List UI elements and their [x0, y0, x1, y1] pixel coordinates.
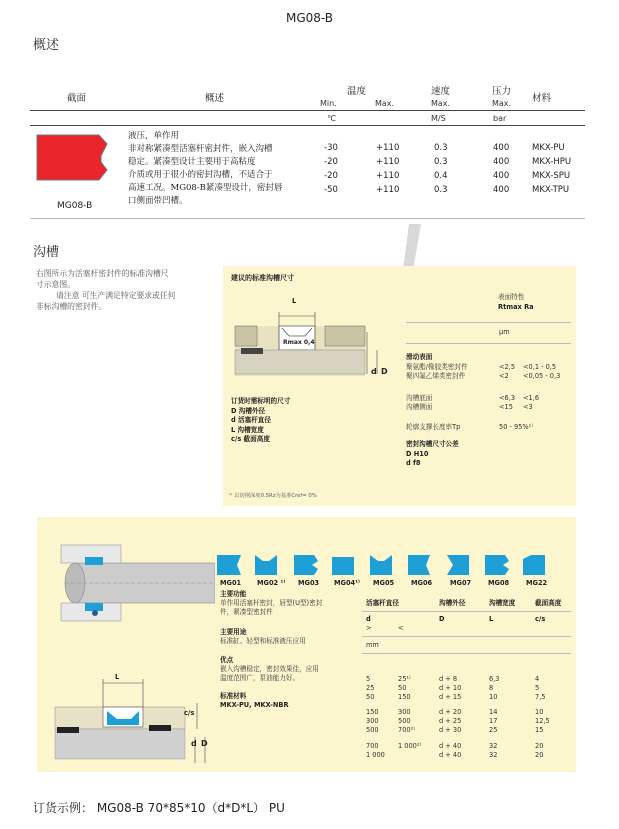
dimension-d-to: 1 000²⁾: [398, 741, 422, 750]
groove-drawing: [227, 292, 407, 392]
groove-text-line: 非标沟槽的密封件。: [36, 302, 107, 311]
profile-label: MG08-B: [57, 201, 93, 211]
func-line: 单作用活塞杆密封，唇型(U型)密封: [220, 599, 323, 607]
groove-text-line: 请注意 可生产满足特定要求或任何: [56, 291, 176, 300]
pressure-value: 400: [493, 185, 510, 195]
temp-min: -20: [324, 171, 338, 181]
dimension-row: [366, 751, 571, 760]
dimension-row: [366, 708, 571, 717]
mm-unit: mm: [366, 641, 379, 649]
temp-min: -20: [324, 157, 338, 167]
sym-cs: c/s: [535, 615, 546, 623]
unit-pressure: bar: [493, 114, 507, 123]
dimension-D: d + 10: [439, 683, 462, 692]
ra-value: <3: [523, 403, 533, 412]
rt-ra-header: Rtmax Ra: [498, 303, 534, 311]
dimension-D: d + 40: [439, 750, 462, 759]
rt-value: <2: [499, 372, 509, 381]
dimension-d-from: 500: [366, 726, 379, 734]
col-groove-width: 沟槽宽度: [489, 599, 516, 607]
col-header-section: 截面: [67, 93, 87, 104]
sym-L: L: [489, 615, 494, 623]
surface-label: 聚四氟乙烯类密封件: [406, 372, 466, 381]
description-line: 非对称紧凑型活塞杆密封件，嵌入沟槽: [128, 144, 273, 154]
adv-line: 嵌入沟槽稳定，密封效果佳，应用: [220, 665, 319, 673]
dimension-D: d + 20: [439, 708, 462, 717]
p2-rule: [362, 636, 571, 637]
temp-max: +110: [376, 185, 400, 195]
dimension-row: [366, 726, 571, 735]
dimension-cs: 10: [535, 708, 544, 717]
panel1-footnote: ¹⁾ 以切削深度0.5Rz为基准Cref= 0%: [229, 493, 317, 499]
tolerance-line: D H10: [406, 450, 429, 458]
speed-value: 0.3: [434, 143, 448, 153]
sliding-rows: [406, 363, 571, 382]
material-value: MKX-HPU: [532, 157, 572, 167]
dimension-d-to: 25¹⁾: [398, 675, 411, 683]
profile-name: MG08: [488, 579, 510, 587]
temp-max: +110: [376, 143, 400, 153]
subheader-speed-max: Max.: [431, 99, 451, 108]
surface-label: 沟槽侧面: [406, 403, 433, 412]
dimension-d-from: 1 000: [366, 750, 385, 759]
rt-value: <2,5: [499, 363, 516, 371]
dimension-d-from: 150: [366, 708, 379, 717]
profile-name: MG01: [220, 579, 242, 587]
surface-row: [406, 372, 571, 381]
func-line: 件，紧凑型密封件: [220, 608, 273, 617]
speed-value: 0.3: [434, 185, 448, 195]
col-header-speed: 速度: [431, 86, 451, 97]
dimension-D: d + 15: [439, 692, 462, 701]
rod-seal-drawing: [45, 537, 215, 647]
material-value: MKX-PU: [532, 143, 565, 153]
dimension-d-from: 5: [366, 675, 371, 683]
dimension-L: 8: [489, 683, 494, 692]
dimension-d-from: 700: [366, 741, 379, 750]
tolerance-title: 密封沟槽尺寸公差: [406, 440, 459, 448]
groove-dimensions-panel: [223, 266, 576, 506]
col-header-overview: 概述: [205, 93, 225, 104]
groove-text-line: 右图所示为活塞杆密封件的标准沟槽尺: [36, 269, 169, 278]
dimension-d-to: 500: [398, 717, 411, 726]
dimension-cs: 12,5: [535, 717, 550, 726]
col-header-material: 材料: [532, 93, 552, 104]
temp-min: -50: [324, 185, 338, 195]
spec-rows: [30, 143, 585, 199]
groove-text-line: 寸示意图。: [36, 280, 75, 289]
groove-heading: 沟槽: [33, 245, 60, 260]
func-title: 主要功能: [220, 590, 247, 598]
dimension-d-to: 150: [398, 692, 411, 701]
profile-icons-row: [215, 551, 570, 579]
surface-row: [406, 363, 571, 372]
description-line: 高速工况。MG08-B紧凑型设计，密封唇: [128, 183, 283, 193]
col-groove-od: 沟槽外径: [439, 599, 466, 607]
profile-shape-icon: [294, 555, 318, 575]
adv-title: 优点: [220, 656, 234, 664]
tp-value: 50 - 95%¹⁾: [499, 423, 533, 431]
dim-R-label: Rmax 0,4: [283, 339, 315, 346]
dimension-d-to: 50: [398, 683, 407, 692]
order-dim-line: c/s 截面高度: [231, 435, 270, 444]
dimension-L: 17: [489, 717, 498, 726]
description-line: 口侧面带凹槽。: [128, 196, 188, 206]
panel1-rule: [406, 322, 571, 323]
unit-speed: M/S: [431, 114, 446, 123]
col-cs: 截面高度: [535, 599, 562, 607]
dimension-d-from: 25: [366, 683, 375, 692]
profile-shape-icon: [332, 557, 354, 575]
p2-rule: [362, 611, 571, 612]
pressure-value: 400: [493, 171, 510, 181]
dimension-L: 10: [489, 692, 498, 701]
material-value: MKX-TPU: [532, 185, 570, 195]
dimension-D: d + 8: [439, 675, 458, 683]
surface-label: 沟槽底面: [406, 394, 433, 402]
description-line: 液压，单作用: [128, 131, 180, 141]
ra-value: <1,6: [523, 394, 540, 402]
profile-name: MG06: [411, 579, 433, 587]
dimension-d-to: 300: [398, 708, 411, 717]
temp-max: +110: [376, 157, 400, 167]
cmp-le: <: [398, 624, 404, 632]
um-unit: μm: [499, 328, 510, 336]
p2-dim-cs: c/s: [184, 709, 195, 717]
profile-name: MG04¹⁾: [334, 579, 360, 587]
order-dims-title: 订货时需标明的尺寸: [231, 397, 291, 405]
dimension-L: 32: [489, 741, 498, 750]
dimension-L: 6,3: [489, 675, 500, 683]
sliding-title: 滑动表面: [406, 353, 433, 361]
groove-intro-text: [36, 268, 221, 312]
profile-shape-icon: [523, 555, 545, 575]
document-title: MG08-B: [285, 11, 334, 25]
p2-dim-L: L: [115, 673, 120, 681]
spec-row: [30, 157, 585, 171]
table-rule-bottom: [30, 218, 585, 219]
tolerance-lines: [406, 450, 428, 469]
profile-shape-icon: [370, 555, 392, 575]
dimension-row: [366, 684, 571, 693]
spec-row: [30, 185, 585, 199]
dimension-D: d + 40: [439, 741, 462, 750]
spec-row: [30, 143, 585, 157]
rt-value: <6,3: [499, 394, 516, 402]
mat-title: 标准材料: [220, 692, 247, 700]
ra-value: <0,05 - 0,3: [523, 372, 561, 381]
dimension-D: d + 30: [439, 726, 462, 734]
profile-name: MG02 ¹⁾: [257, 579, 286, 587]
unit-temp: ℃: [327, 114, 336, 123]
dimension-d-from: 300: [366, 717, 379, 726]
profile-name: MG05: [373, 579, 395, 587]
order-dims-lines: [231, 407, 271, 445]
temp-min: -30: [324, 143, 338, 153]
dimension-L: 14: [489, 708, 498, 717]
dim-D-label: D: [381, 367, 388, 376]
surface-row: [406, 394, 571, 403]
profile-shape-icon: [447, 555, 469, 575]
dimension-cs: 4: [535, 675, 540, 683]
overview-table: [30, 80, 585, 220]
pressure-value: 400: [493, 157, 510, 167]
rt-value: <15: [499, 403, 513, 412]
surface-row: [406, 403, 571, 412]
sym-d: d: [366, 615, 371, 623]
profile-shape-icon: [217, 555, 241, 575]
table-rule-mid: [30, 125, 585, 126]
dimension-cs: 7,5: [535, 692, 546, 701]
overview-heading: 概述: [33, 38, 60, 53]
dim-d-label: d: [371, 367, 377, 376]
speed-value: 0.3: [434, 157, 448, 167]
speed-value: 0.4: [434, 171, 448, 181]
table-rule-top: [30, 110, 585, 111]
order-dim-line: d 活塞杆直径: [231, 416, 271, 425]
dimension-row: [366, 675, 571, 684]
dimension-row: [366, 693, 571, 702]
order-example: 订货示例： MG08-B 70*85*10（d*D*L） PU: [33, 801, 285, 815]
app-line: 标准缸、轻型和标准液压应用: [220, 637, 306, 645]
col-rod-diameter: 活塞杆直径: [366, 599, 399, 607]
profile-series-panel: [37, 517, 576, 772]
subheader-max: Max.: [375, 99, 395, 108]
cmp-gt: >: [366, 624, 372, 632]
dimension-d-from: 50: [366, 692, 375, 701]
dimension-cs: 15: [535, 726, 544, 734]
panel1-title: 建议的标准沟槽尺寸: [231, 274, 294, 282]
dimension-cs: 20: [535, 741, 544, 750]
profile-names-row: [220, 579, 570, 591]
p2-dim-d: d: [191, 739, 197, 748]
description-line: 介质或用于很小的密封沟槽，不适合于: [128, 170, 273, 180]
profile-name: MG03: [298, 579, 320, 587]
profile-shape-icon: [255, 555, 277, 575]
p2-rule: [362, 653, 571, 654]
sym-D: D: [439, 615, 445, 623]
col-header-pressure: 压力: [492, 86, 512, 97]
groove-surface-rows: [406, 394, 571, 413]
dim-L-label: L: [292, 297, 297, 305]
dimension-row: [366, 717, 571, 726]
spec-row: [30, 171, 585, 185]
description-line: 稳定。紧凑型设计主要用于高粘度: [128, 157, 256, 167]
dimension-D: d + 25: [439, 717, 462, 726]
order-dim-line: D 沟槽外径: [231, 407, 266, 415]
profile-name: MG07: [450, 579, 472, 587]
dimension-d-to: 700²⁾: [398, 726, 415, 734]
col-header-temperature: 温度: [347, 86, 367, 97]
subheader-min: Min.: [320, 99, 337, 108]
adv-lines: [220, 665, 319, 684]
panel1-rule: [406, 343, 571, 344]
profile-name: MG22: [526, 579, 548, 587]
dimension-cs: 5: [535, 683, 540, 692]
tolerance-line: d f8: [406, 459, 421, 468]
subheader-pressure-max: Max.: [492, 99, 512, 108]
order-dim-line: L 沟槽宽度: [231, 425, 264, 434]
pressure-value: 400: [493, 143, 510, 153]
profile-shape-icon: [485, 555, 509, 575]
temp-max: +110: [376, 171, 400, 181]
dimension-L: 25: [489, 726, 498, 734]
adv-line: 温度范围广，泵油能力好。: [220, 674, 300, 683]
watermark-slash: [395, 222, 435, 272]
surface-label: 聚氨酯/橡胶类密封件: [406, 363, 468, 371]
tp-label: 轮廓支撑长度率Tp: [406, 423, 461, 431]
app-title: 主要用途: [220, 628, 247, 636]
func-lines: [220, 599, 322, 618]
dimension-L: 32: [489, 750, 498, 759]
p2-dim-D: D: [201, 739, 208, 748]
dimension-cs: 20: [535, 750, 544, 759]
material-value: MKX-SPU: [532, 171, 571, 181]
ra-value: <0,1 - 0,5: [523, 363, 557, 371]
dimension-row: [366, 742, 571, 751]
mat-line: MKX-PU, MKX-NBR: [220, 701, 289, 709]
profile-shape-icon: [408, 555, 430, 575]
surface-header: 表面特性: [498, 293, 525, 301]
